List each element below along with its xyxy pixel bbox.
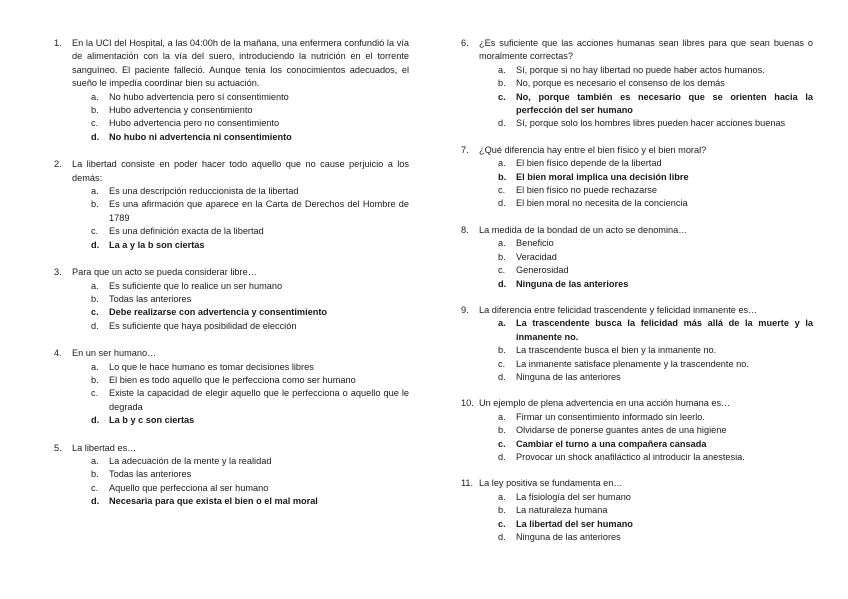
- question-text: ¿Qué diferencia hay entre el bien físico y el bien moral?: [479, 144, 707, 155]
- answer-option: [72, 455, 409, 468]
- answer-option: [479, 371, 813, 384]
- option-letter: d.: [91, 320, 99, 331]
- answer-option-correct: [479, 518, 813, 531]
- answer-options: [479, 64, 813, 131]
- option-letter: a.: [91, 280, 99, 291]
- question-11: [461, 477, 813, 544]
- question-6: [461, 37, 813, 131]
- option-text: Es suficiente que lo realice un ser humano: [109, 280, 283, 291]
- question-number: 5.: [54, 442, 62, 453]
- answer-option: [479, 491, 813, 504]
- question-7: [461, 144, 813, 211]
- question-text: Un ejemplo de plena advertencia en una acción humana es…: [479, 398, 731, 409]
- question-text: La libertad consiste en poder hacer todo aquello que no cause perjuicio a los demás:: [72, 159, 409, 183]
- question-8: [461, 224, 813, 291]
- option-letter: c.: [498, 185, 506, 196]
- answer-option: [479, 451, 813, 464]
- question-text: En un ser humano…: [72, 348, 157, 359]
- answer-option-correct: [72, 495, 409, 508]
- answer-option-correct: [72, 306, 409, 319]
- question-number: 4.: [54, 348, 62, 359]
- answer-option: [479, 424, 813, 437]
- answer-options: [479, 157, 813, 211]
- option-text: Sí, porque si no hay libertad no puede haber actos humanos.: [516, 64, 765, 75]
- answer-option: [479, 264, 813, 277]
- answer-options: [479, 317, 813, 384]
- answer-option: [72, 320, 409, 333]
- question-text: Para que un acto se pueda considerar libre…: [72, 267, 257, 278]
- option-text: Todas las anteriores: [109, 293, 192, 304]
- option-text: Todas las anteriores: [109, 469, 192, 480]
- option-letter: b.: [498, 425, 506, 436]
- option-text: El bien moral no necesita de la conciencia: [516, 198, 688, 209]
- answer-options: [479, 491, 813, 545]
- option-text: La libertad del ser humano: [516, 518, 633, 529]
- option-text: Firmar un consentimiento informado sin leerlo.: [516, 411, 705, 422]
- option-letter: d.: [498, 118, 506, 129]
- option-text: No, porque también es necesario que se orienten hacia la perfección del ser humano: [516, 91, 813, 116]
- question-number: 11.: [461, 478, 474, 489]
- option-text: Ninguna de las anteriores: [516, 278, 629, 289]
- option-letter: d.: [91, 415, 100, 426]
- option-letter: c.: [91, 118, 99, 129]
- option-letter: d.: [498, 371, 506, 382]
- option-letter: a.: [91, 186, 99, 197]
- option-text: Es una descripción reduccionista de la libertad: [109, 186, 299, 197]
- option-text: La adecuación de la mente y la realidad: [109, 455, 272, 466]
- option-letter: a.: [498, 318, 506, 329]
- option-text: Sí, porque solo los hombres libres pueden hacer acciones buenas: [516, 118, 786, 129]
- option-text: Aquello que perfecciona al ser humano: [109, 482, 269, 493]
- option-text: Es suficiente que haya posibilidad de elección: [109, 320, 297, 331]
- answer-option: [479, 344, 813, 357]
- left-column: [54, 37, 409, 523]
- option-text: Provocar un shock anafiláctico al introducir la anestesia.: [516, 451, 745, 462]
- answer-options: [479, 237, 813, 291]
- option-letter: d.: [91, 131, 100, 142]
- option-letter: b.: [91, 105, 99, 116]
- option-letter: d.: [498, 278, 507, 289]
- question-text: La ley positiva se fundamenta en…: [479, 478, 623, 489]
- option-letter: c.: [498, 265, 506, 276]
- answer-options: [72, 361, 409, 428]
- option-text: La b y c son ciertas: [109, 415, 195, 426]
- question-text: En la UCI del Hospital, a las 04:00h de la mañana, una enfermera confundió la vía de alimentación con la vía del suero, introduciendo la nutrición en el torrente sanguíneo. El paciente falleció. Aunque tenía los conocimientos adecuados, el sueño le impedía coordinar bien su actuación.: [72, 38, 409, 89]
- answer-option: [72, 117, 409, 130]
- option-letter: b.: [91, 469, 99, 480]
- option-text: La inmanente satisface plenamente y la trascendente no.: [516, 358, 749, 369]
- answer-option: [72, 91, 409, 104]
- option-letter: c.: [498, 518, 506, 529]
- answer-option-correct: [479, 278, 813, 291]
- option-text: La a y la b son ciertas: [109, 239, 205, 250]
- option-text: La fisiología del ser humano: [516, 491, 631, 502]
- answer-options: [72, 455, 409, 509]
- option-letter: d.: [498, 198, 506, 209]
- option-letter: d.: [91, 239, 100, 250]
- option-letter: b.: [498, 171, 507, 182]
- option-text: Veracidad: [516, 251, 557, 262]
- answer-options: [479, 411, 813, 465]
- question-9: [461, 304, 813, 384]
- option-letter: b.: [498, 78, 506, 89]
- question-number: 1.: [54, 38, 62, 48]
- answer-option: [72, 280, 409, 293]
- option-text: No, porque es necesario el consenso de los demás: [516, 78, 725, 89]
- option-text: Necesaria para que exista el bien o el mal moral: [109, 496, 318, 507]
- right-column: [461, 37, 813, 557]
- option-letter: a.: [91, 455, 99, 466]
- answer-option: [479, 358, 813, 371]
- option-text: Lo que le hace humano es tomar decisiones libres: [109, 361, 314, 372]
- option-letter: a.: [91, 91, 99, 102]
- answer-option: [72, 374, 409, 387]
- answer-option: [479, 184, 813, 197]
- option-letter: a.: [498, 158, 506, 169]
- answer-option: [479, 77, 813, 90]
- answer-option: [479, 411, 813, 424]
- answer-option-correct: [479, 91, 813, 118]
- option-text: Hubo advertencia pero no consentimiento: [109, 118, 280, 129]
- option-letter: b.: [91, 293, 99, 304]
- answer-option-correct: [479, 317, 813, 344]
- option-text: No hubo ni advertencia ni consentimiento: [109, 131, 292, 142]
- question-text: ¿Es suficiente que las acciones humanas sean libres para que sean buenas o moralmente correctas?: [479, 38, 813, 62]
- option-letter: a.: [91, 361, 99, 372]
- option-text: Ninguna de las anteriores: [516, 371, 621, 382]
- question-text: La medida de la bondad de un acto se denomina…: [479, 224, 688, 235]
- option-text: La naturaleza humana: [516, 505, 608, 516]
- option-letter: c.: [498, 358, 506, 369]
- answer-option: [479, 251, 813, 264]
- answer-option: [479, 157, 813, 170]
- answer-option: [479, 117, 813, 130]
- answer-option: [72, 361, 409, 374]
- question-number: 6.: [461, 38, 469, 48]
- option-text: Cambiar el turno a una compañera cansada: [516, 438, 707, 449]
- question-5: [54, 442, 409, 509]
- option-text: El bien físico depende de la libertad: [516, 158, 662, 169]
- question-number: 3.: [54, 267, 62, 278]
- question-4: [54, 347, 409, 427]
- answer-option: [479, 531, 813, 544]
- answer-option: [479, 504, 813, 517]
- question-number: 7.: [461, 144, 469, 155]
- answer-option: [72, 468, 409, 481]
- option-letter: c.: [498, 438, 506, 449]
- answer-option: [72, 185, 409, 198]
- option-letter: c.: [91, 388, 99, 399]
- option-letter: c.: [91, 307, 99, 318]
- option-letter: a.: [498, 238, 506, 249]
- option-letter: d.: [498, 451, 506, 462]
- option-text: Existe la capacidad de elegir aquello que le perfecciona o aquello que le degrada: [109, 388, 409, 412]
- answer-option: [72, 198, 409, 225]
- option-letter: d.: [498, 532, 506, 542]
- answer-option-correct: [72, 239, 409, 252]
- option-letter: b.: [498, 251, 506, 262]
- option-letter: b.: [91, 199, 99, 210]
- option-text: Es una afirmación que aparece en la Carta de Derechos del Hombre de 1789: [109, 199, 409, 223]
- option-text: Olvidarse de ponerse guantes antes de una higiene: [516, 425, 727, 436]
- answer-option: [479, 197, 813, 210]
- answer-options: [72, 185, 409, 252]
- answer-option-correct: [479, 171, 813, 184]
- question-number: 8.: [461, 224, 469, 235]
- option-letter: a.: [498, 491, 506, 502]
- option-text: Debe realizarse con advertencia y consentimiento: [109, 307, 328, 318]
- option-letter: c.: [91, 226, 99, 237]
- option-text: Ninguna de las anteriores: [516, 532, 621, 542]
- answer-option: [72, 104, 409, 117]
- answer-option: [479, 64, 813, 77]
- question-10: [461, 397, 813, 464]
- answer-options: [72, 280, 409, 334]
- question-3: [54, 266, 409, 333]
- answer-option: [72, 482, 409, 495]
- answer-option-correct: [72, 414, 409, 427]
- answer-option: [479, 237, 813, 250]
- question-number: 9.: [461, 304, 469, 315]
- option-letter: c.: [498, 91, 506, 102]
- answer-option-correct: [72, 131, 409, 144]
- option-letter: c.: [91, 482, 99, 493]
- question-text: La diferencia entre felicidad trascendente y felicidad inmanente es…: [479, 304, 758, 315]
- question-number: 2.: [54, 159, 62, 170]
- option-text: El bien moral implica una decisión libre: [516, 171, 689, 182]
- option-text: Beneficio: [516, 238, 554, 249]
- option-letter: b.: [498, 505, 506, 516]
- option-letter: b.: [91, 374, 99, 385]
- option-text: El bien físico no puede rechazarse: [516, 185, 657, 196]
- question-number: 10.: [461, 398, 474, 409]
- option-text: La trascendente busca el bien y la inmanente no.: [516, 345, 717, 356]
- option-text: Hubo advertencia y consentimiento: [109, 105, 253, 116]
- option-text: El bien es todo aquello que le perfecciona como ser humano: [109, 374, 356, 385]
- answer-option: [72, 225, 409, 238]
- question-1: [54, 37, 409, 144]
- answer-option: [72, 293, 409, 306]
- option-letter: d.: [91, 496, 100, 507]
- option-letter: a.: [498, 411, 506, 422]
- option-letter: b.: [498, 345, 506, 356]
- option-text: La trascendente busca la felicidad más allá de la muerte y la inmanente no.: [516, 318, 813, 342]
- question-text: La libertad es…: [72, 442, 137, 453]
- answer-options: [72, 91, 409, 145]
- question-2: [54, 158, 409, 252]
- option-letter: a.: [498, 64, 506, 75]
- option-text: Es una definición exacta de la libertad: [109, 226, 264, 237]
- answer-option: [72, 387, 409, 414]
- answer-option-correct: [479, 438, 813, 451]
- option-text: Generosidad: [516, 265, 569, 276]
- option-text: No hubo advertencia pero sí consentimiento: [109, 91, 289, 102]
